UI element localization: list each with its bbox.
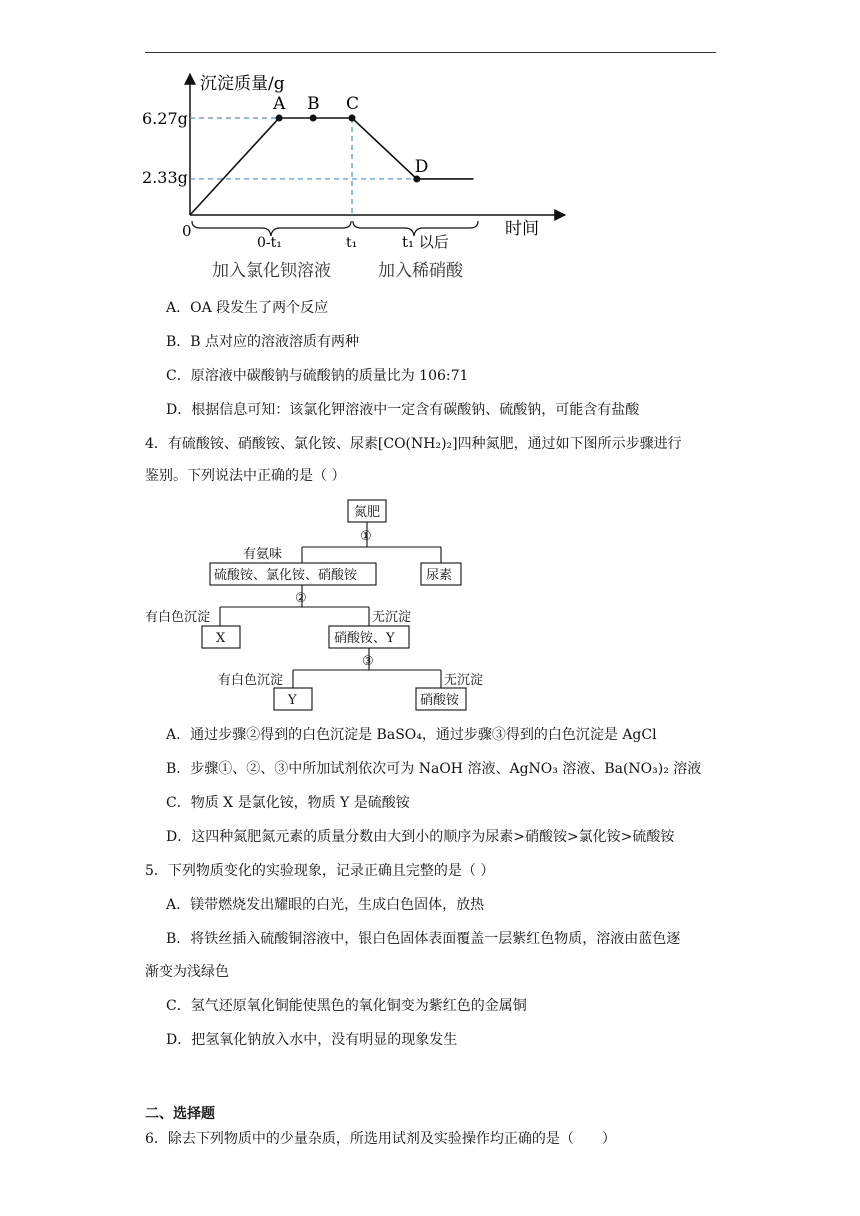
point-label-A: A [273,94,286,114]
label-step1: ① [360,529,372,544]
origin-label: 0 [182,222,192,240]
q5-option-a: A．镁带燃烧发出耀眼的白光，生成白色固体，放热 [166,897,485,913]
label-step2: ② [295,591,307,606]
q3-option-b: B．B 点对应的溶液溶质有两种 [166,334,360,350]
precipitate-mass-chart [0,60,860,350]
header-rule [145,52,716,53]
q5-option-b-line1: B．将铁丝插入硫酸铜溶液中，银白色固体表面覆盖一层紫红色物质，溶液由蓝色逐 [166,931,681,947]
point-B [310,115,317,122]
q6-stem: 6．除去下列物质中的少量杂质，所选用试剂及实验操作均正确的是（ ） [145,1131,616,1147]
y-tick-2-33: 2.33g [142,168,188,187]
section-title: 二、选择题 [145,1106,215,1122]
label-white-ppt: 有白色沉淀 [145,610,211,625]
point-label-C: C [346,94,360,114]
q4-stem-line2: 鉴别。下列说法中正确的是（ ） [145,468,346,484]
q4-option-c: C．物质 X 是氯化铵，物质 Y 是硫酸铵 [166,795,410,811]
brace-0-t1 [192,221,351,236]
label-group1: 硫酸铵、氯化铵、硝酸铵 [214,568,358,583]
segment-label-after-t1: t₁ 以后 [402,233,449,251]
label-nitrate: 硝酸铵 [420,693,460,708]
q3-option-a: A．OA 段发生了两个反应 [166,300,329,316]
label-ammonia: 有氨味 [243,547,283,562]
q4-stem-line1: 4．有硫酸铵、硝酸铵、氯化铵、尿素[CO(NH₂)₂]四种氮肥，通过如下图所示步骤进行 [145,436,682,452]
x-axis-label: 时间 [505,219,539,239]
brace-label-hno3: 加入稀硝酸 [378,261,463,281]
point-label-D: D [414,156,429,177]
label-group2: 硝酸铵、Y [334,631,395,646]
label-step3: ③ [362,654,374,669]
point-C [349,115,356,122]
label-urea: 尿素 [426,568,453,583]
point-A [276,115,283,122]
segment-label-t1: t₁ [346,235,358,251]
y-tick-6-27: 6.27g [142,109,188,128]
label-no-ppt: 无沉淀 [372,610,412,625]
q4-option-b: B．步骤①、②、③中所加试剂依次可为 NaOH 溶液、AgNO₃ 溶液、Ba(NO₃)₂ 溶液 [166,761,702,777]
q4-option-a: A．通过步骤②得到的白色沉淀是 BaSO₄，通过步骤③得到的白色沉淀是 AgCl [166,727,657,743]
point-label-B: B [307,94,320,114]
label-y: Y [288,693,297,708]
label-no-ppt2: 无沉淀 [444,673,484,688]
q4-option-d: D．这四种氮肥氮元素的质量分数由大到小的顺序为尿素>硝酸铵>氯化铵>硫酸铵 [166,829,675,845]
q5-option-d: D．把氢氧化钠放入水中，没有明显的现象发生 [166,1032,458,1048]
segment-label-0-t1: 0-t₁ [257,235,282,251]
label-root: 氮肥 [354,505,381,520]
label-x: X [216,631,226,646]
q5-option-b-line2: 渐变为浅绿色 [145,964,229,980]
brace-label-bacl2: 加入氯化钡溶液 [212,261,331,281]
q5-option-c: C．氢气还原氧化铜能使黑色的氧化铜变为紫红色的金属铜 [166,998,527,1014]
nitrogen-fertilizer-flowchart [0,495,860,720]
q5-stem: 5．下列物质变化的实验现象，记录正确且完整的是（ ） [145,863,495,879]
y-axis-label: 沉淀质量/g [200,74,285,94]
label-white-ppt2: 有白色沉淀 [218,673,284,688]
q3-option-c: C．原溶液中碳酸钠与硫酸钠的质量比为 106:71 [166,368,469,384]
precipitate-line [190,118,474,215]
q3-option-d: D．根据信息可知：该氯化钾溶液中一定含有碳酸钠、硫酸钠，可能含有盐酸 [166,402,640,418]
